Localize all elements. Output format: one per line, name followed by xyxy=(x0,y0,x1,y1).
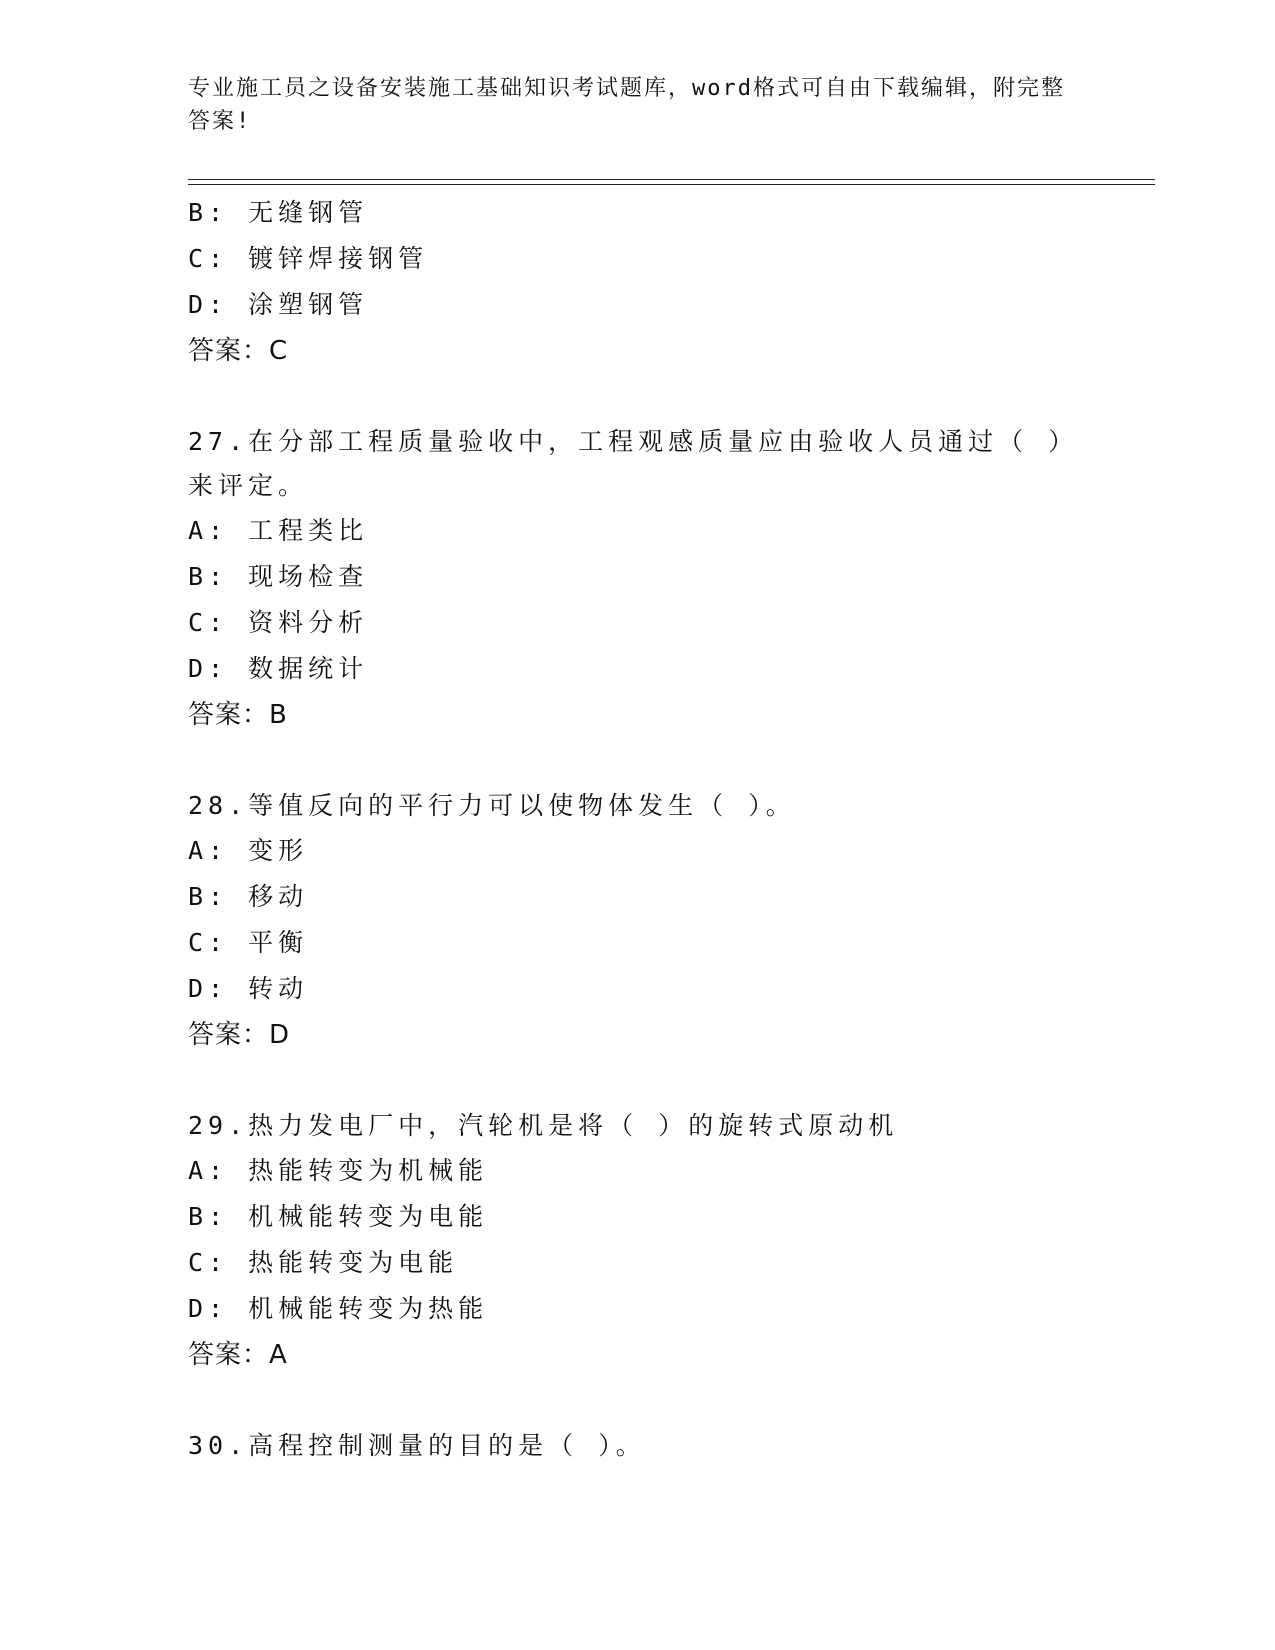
question-29 xyxy=(188,1104,1088,1378)
question-30 xyxy=(188,1424,1088,1468)
question-27 xyxy=(188,420,1088,738)
document-header: 专业施工员之设备安装施工基础知识考试题库，word格式可自由下载编辑，附完整答案! xyxy=(188,76,1065,134)
answer-line: 答案：B xyxy=(188,700,288,730)
option-c: C: 热能转变为电能 xyxy=(188,1248,459,1277)
answer-line: 答案：A xyxy=(188,1340,288,1370)
question-stem: 28.等值反向的平行力可以使物体发生（ ）。 xyxy=(188,791,796,820)
option-a: A: 工程类比 xyxy=(188,516,369,545)
option-d: D: 机械能转变为热能 xyxy=(188,1294,489,1323)
option-b: B: 机械能转变为电能 xyxy=(188,1202,489,1231)
option-b: B: 无缝钢管 xyxy=(188,198,369,227)
question-28 xyxy=(188,784,1088,1058)
option-b: B: 移动 xyxy=(188,882,309,911)
option-d: D: 数据统计 xyxy=(188,654,369,683)
answer-line: 答案：D xyxy=(188,1020,291,1050)
header-divider-line-secondary xyxy=(188,184,1155,185)
spacer xyxy=(188,1378,1088,1424)
question-content xyxy=(188,190,1088,1468)
question-stem: 29.热力发电厂中，汽轮机是将（ ）的旋转式原动机 xyxy=(188,1111,899,1140)
spacer xyxy=(188,374,1088,420)
option-b: B: 现场检查 xyxy=(188,562,369,591)
option-d: D: 转动 xyxy=(188,974,309,1003)
spacer xyxy=(188,738,1088,784)
option-a: A: 热能转变为机械能 xyxy=(188,1156,489,1185)
option-c: C: 资料分析 xyxy=(188,608,369,637)
header-divider-line xyxy=(188,179,1155,180)
option-c: C: 平衡 xyxy=(188,928,309,957)
question-stem: 27.在分部工程质量验收中，工程观感质量应由验收人员通过（ ）来评定。 xyxy=(188,427,1066,500)
option-a: A: 变形 xyxy=(188,836,309,865)
continued-question xyxy=(188,190,1088,374)
spacer xyxy=(188,1058,1088,1104)
option-d: D: 涂塑钢管 xyxy=(188,290,369,319)
option-c: C: 镀锌焊接钢管 xyxy=(188,244,429,273)
answer-line: 答案：C xyxy=(188,336,289,366)
question-stem: 30.高程控制测量的目的是（ ）。 xyxy=(188,1431,646,1460)
